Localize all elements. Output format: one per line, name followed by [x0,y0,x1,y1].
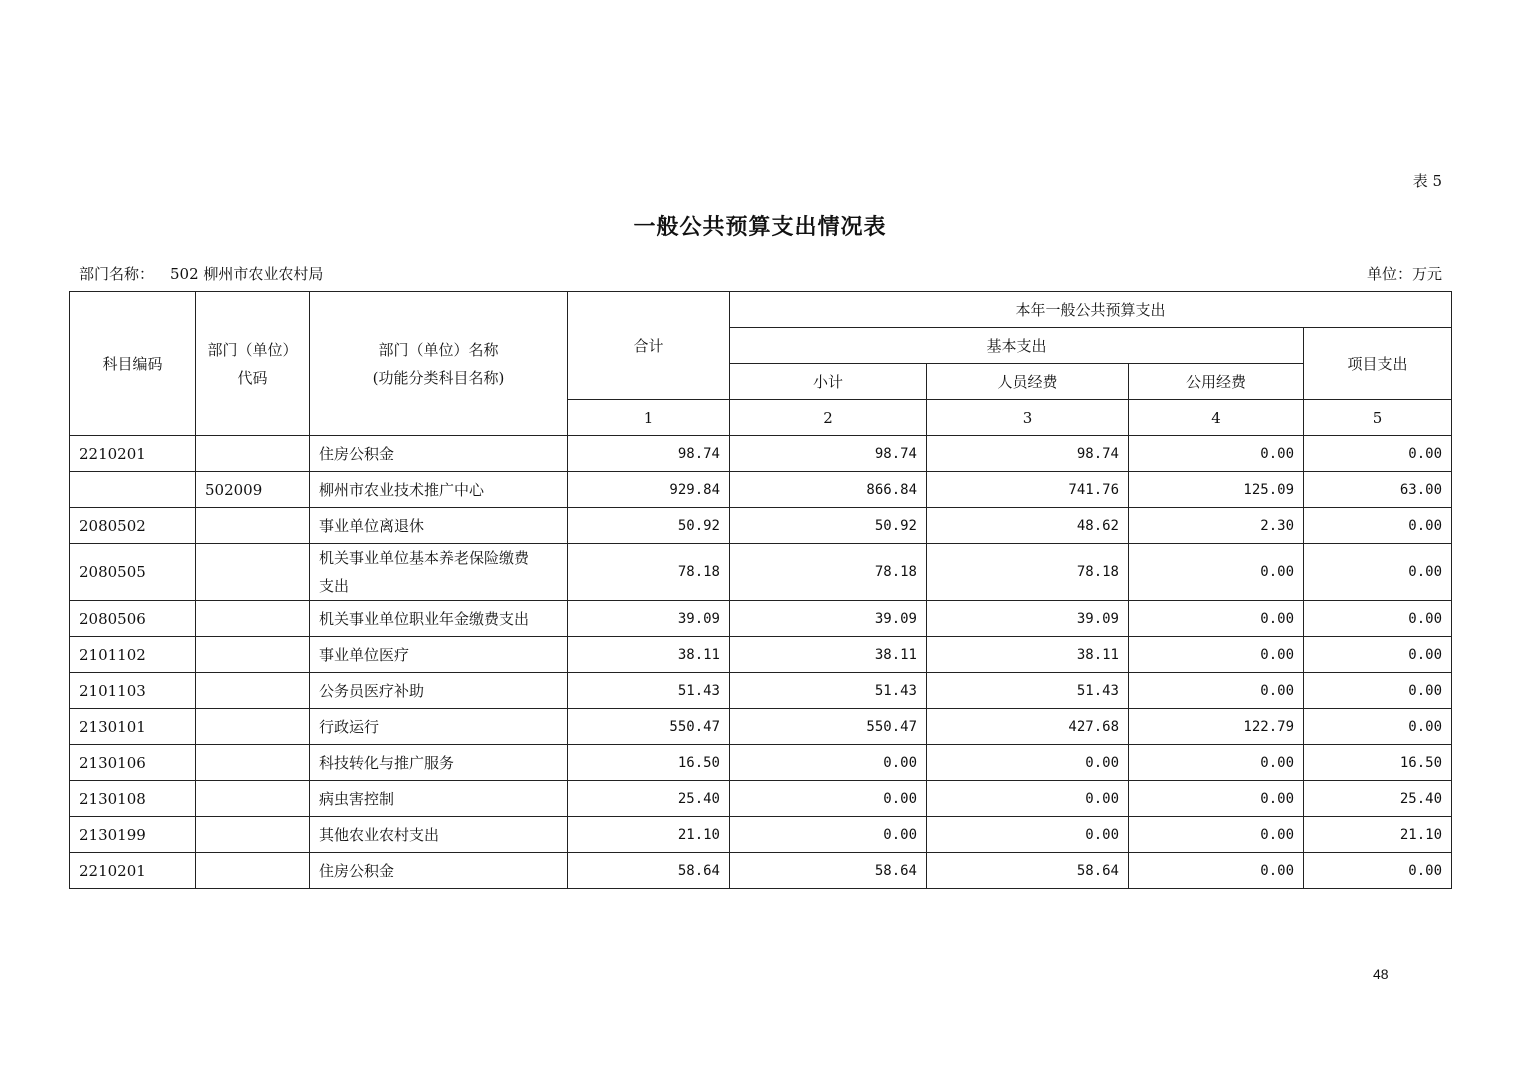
cell-personnel: 0.00 [927,745,1129,781]
cell-subtotal: 58.64 [730,853,927,889]
cell-public: 122.79 [1129,709,1304,745]
cell-subject-code: 2130199 [70,817,196,853]
table-row [70,508,1452,544]
cell-personnel: 48.62 [927,508,1129,544]
col-index-3: 3 [927,400,1129,436]
col-index-5: 5 [1304,400,1452,436]
cell-total: 16.50 [568,745,730,781]
table-row [70,781,1452,817]
cell-personnel: 427.68 [927,709,1129,745]
col-project: 项目支出 [1304,328,1452,400]
col-subject-code: 科目编码 [70,292,196,436]
cell-project: 0.00 [1304,544,1452,601]
cell-project: 0.00 [1304,508,1452,544]
cell-subject-code: 2130108 [70,781,196,817]
col-index-1: 1 [568,400,730,436]
cell-public: 0.00 [1129,601,1304,637]
cell-dept-code [196,436,310,472]
cell-public: 0.00 [1129,637,1304,673]
table-row [70,436,1452,472]
table-row [70,709,1452,745]
cell-public: 2.30 [1129,508,1304,544]
table-row [70,544,1452,601]
cell-personnel: 741.76 [927,472,1129,508]
cell-name: 柳州市农业技术推广中心 [310,472,568,508]
cell-dept-code: 502009 [196,472,310,508]
cell-project: 16.50 [1304,745,1452,781]
cell-dept-code [196,637,310,673]
col-public: 公用经费 [1129,364,1304,400]
cell-dept-code [196,745,310,781]
department-label: 部门名称： [79,265,155,283]
cell-personnel: 38.11 [927,637,1129,673]
table-row [70,853,1452,889]
cell-subtotal: 78.18 [730,544,927,601]
cell-total: 38.11 [568,637,730,673]
cell-subtotal: 51.43 [730,673,927,709]
cell-project: 0.00 [1304,601,1452,637]
cell-subject-code: 2130106 [70,745,196,781]
cell-subject-code [70,472,196,508]
table-row [70,472,1452,508]
cell-subtotal: 38.11 [730,637,927,673]
col-subtotal: 小计 [730,364,927,400]
cell-dept-code [196,709,310,745]
col-total: 合计 [568,292,730,400]
col-personnel: 人员经费 [927,364,1129,400]
cell-personnel: 51.43 [927,673,1129,709]
table-row [70,745,1452,781]
cell-subtotal: 0.00 [730,745,927,781]
col-dept-code-line2: 代码 [237,368,268,387]
cell-total: 21.10 [568,817,730,853]
cell-subtotal: 50.92 [730,508,927,544]
cell-dept-code [196,673,310,709]
cell-name-line2: 支出 [319,577,350,595]
cell-project: 0.00 [1304,637,1452,673]
cell-name: 事业单位离退休 [310,508,568,544]
cell-total: 550.47 [568,709,730,745]
col-current-year: 本年一般公共预算支出 [730,292,1452,328]
cell-name: 住房公积金 [310,436,568,472]
cell-project: 0.00 [1304,673,1452,709]
cell-subject-code: 2130101 [70,709,196,745]
cell-name: 事业单位医疗 [310,637,568,673]
cell-dept-code [196,544,310,601]
page-number: 48 [1373,966,1389,982]
cell-name: 公务员医疗补助 [310,673,568,709]
col-dept-code-line1: 部门（单位） [207,340,298,359]
col-index-2: 2 [730,400,927,436]
department-value: 502 柳州市农业农村局 [170,265,324,283]
table-row [70,601,1452,637]
cell-total: 25.40 [568,781,730,817]
table-row [70,637,1452,673]
col-basic: 基本支出 [730,328,1304,364]
col-dept-name-line1: 部门（单位）名称 [378,340,499,359]
cell-personnel: 39.09 [927,601,1129,637]
cell-public: 0.00 [1129,673,1304,709]
page-title: 一般公共预算支出情况表 [633,214,887,240]
cell-personnel: 98.74 [927,436,1129,472]
cell-subject-code: 2080505 [70,544,196,601]
cell-public: 0.00 [1129,817,1304,853]
cell-name-line1: 机关事业单位基本养老保险缴费 [319,549,530,567]
cell-dept-code [196,508,310,544]
cell-public: 0.00 [1129,436,1304,472]
cell-total: 39.09 [568,601,730,637]
cell-project: 21.10 [1304,817,1452,853]
cell-project: 0.00 [1304,853,1452,889]
cell-subject-code: 2210201 [70,853,196,889]
col-dept-code [196,292,310,436]
cell-project: 25.40 [1304,781,1452,817]
cell-project: 0.00 [1304,436,1452,472]
cell-personnel: 58.64 [927,853,1129,889]
cell-subject-code: 2080506 [70,601,196,637]
cell-name: 科技转化与推广服务 [310,745,568,781]
cell-total: 50.92 [568,508,730,544]
cell-dept-code [196,853,310,889]
cell-total: 58.64 [568,853,730,889]
cell-personnel: 0.00 [927,781,1129,817]
cell-name: 住房公积金 [310,853,568,889]
col-index-4: 4 [1129,400,1304,436]
table-row [70,673,1452,709]
cell-subtotal: 98.74 [730,436,927,472]
cell-subtotal: 0.00 [730,781,927,817]
unit-label: 单位：万元 [1366,265,1442,283]
table-header [70,292,1452,436]
cell-dept-code [196,781,310,817]
cell-subject-code: 2101103 [70,673,196,709]
cell-personnel: 78.18 [927,544,1129,601]
cell-total: 78.18 [568,544,730,601]
cell-name: 机关事业单位职业年金缴费支出 [310,601,568,637]
cell-name: 病虫害控制 [310,781,568,817]
cell-public: 0.00 [1129,853,1304,889]
cell-project: 63.00 [1304,472,1452,508]
cell-public: 0.00 [1129,745,1304,781]
cell-name: 行政运行 [310,709,568,745]
cell-total: 51.43 [568,673,730,709]
department-info [79,263,323,284]
cell-project: 0.00 [1304,709,1452,745]
cell-subtotal: 0.00 [730,817,927,853]
col-dept-name [310,292,568,436]
cell-subtotal: 39.09 [730,601,927,637]
cell-subject-code: 2080502 [70,508,196,544]
cell-dept-code [196,601,310,637]
cell-total: 929.84 [568,472,730,508]
cell-subtotal: 866.84 [730,472,927,508]
table-number: 表 5 [1412,172,1442,190]
cell-public: 125.09 [1129,472,1304,508]
cell-total: 98.74 [568,436,730,472]
cell-personnel: 0.00 [927,817,1129,853]
table-row [70,817,1452,853]
col-dept-name-line2: (功能分类科目名称) [372,368,505,387]
cell-name [310,544,568,601]
cell-public: 0.00 [1129,544,1304,601]
budget-table [69,291,1452,889]
cell-dept-code [196,817,310,853]
cell-name: 其他农业农村支出 [310,817,568,853]
cell-subject-code: 2101102 [70,637,196,673]
cell-subject-code: 2210201 [70,436,196,472]
cell-subtotal: 550.47 [730,709,927,745]
table-body [70,436,1452,889]
cell-public: 0.00 [1129,781,1304,817]
